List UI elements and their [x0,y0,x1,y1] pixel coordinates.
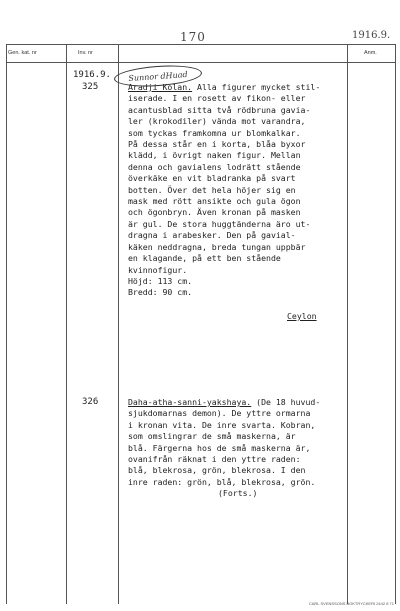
handwritten-note-circled: Sunnor dHuad [113,63,202,89]
column-head-inv-nr: Inv. nr [78,50,93,56]
entry-326-line: blå, blekrosa, grön, blekrosa. I den [128,465,306,476]
header-bottom-rule [6,62,396,63]
entry-325-line: dragna i arabesker. Den på gavial- [128,230,296,241]
entry-325-line: överkäke en vit bladranka på svart [128,173,296,184]
printer-imprint: CARL SVENSSONS BOKTRYCKERI 2442 8 71 [308,601,394,606]
entry-326-continued: (Forts.) [218,488,258,499]
entry-325-line: kvinnofigur. [128,264,188,275]
entry-326-text [128,397,343,500]
series-date: 1916.9. [352,30,391,41]
entry-326-line: ovanifrån räknat i den yttre raden: [128,454,301,465]
entry-326-line: blå. Färgerna hos de små maskerna är, [128,442,311,453]
entry-325-year: 1916.9. [73,70,111,80]
entry-326-line: i kronan vita. De inre svarta. Kobran, [128,419,316,430]
entry-325-first-line: Aradji Kolan. Alla figurer mycket stil- [128,82,321,92]
entry-325-line: ler (krokodiler) vända mot varandra, [128,116,306,127]
entry-325-number: 325 [82,82,99,92]
column-rule-anm [347,44,348,604]
entry-325-line: klädd, i övrigt naken figur. Mellan [128,150,301,161]
column-rule-inv [118,44,119,604]
entry-325-text [128,82,343,299]
column-rule-left [6,44,7,604]
entry-326-line: som omslingrar de små maskerna, är [128,431,296,442]
entry-325-height: Höjd: 113 cm. [128,275,193,286]
column-head-anm: Anm. [364,50,377,56]
entry-325-line: som tyckas framkomna ur blomkalkar. [128,127,301,138]
column-rule-right [395,44,396,604]
column-rule-gen [66,44,67,604]
entry-326-first-line: Daha-atha-sanni-yakshaya. (De 18 huvud- [128,397,321,407]
entry-326-line: sjukdomarnas demon). De yttre ormarna [128,408,311,419]
entry-325-line: botten. Över det hela höjer sig en [128,184,296,195]
entry-325-width: Bredd: 90 cm. [128,287,193,298]
entry-325-line: iserade. I en rosett av fikon- eller [128,93,306,104]
entry-325-title: Aradji Kolan. [128,82,193,92]
header-top-rule [6,44,396,45]
column-head-gen-kat-nr: Gen. kat. nr [8,50,37,56]
entry-325-line: är gul. De stora huggtänderna äro ut- [128,218,311,229]
entry-325-place: Ceylon [287,311,317,321]
page-number: 170 [180,30,206,44]
entry-325-line: en klagande, på ett ben stående [128,253,281,264]
entry-325-line: På dessa står en i korta, blåa byxor [128,139,306,150]
entry-325-line: och ögonbryn. Även kronan på masken [128,207,301,218]
entry-325-line: acantusblad sitta två rödbruna gavia- [128,104,311,115]
entry-325-line: denna och gavialens lodrätt stående [128,161,301,172]
entry-326-number: 326 [82,397,99,407]
entry-325-line: mask med rött ansikte och gula ögon [128,196,301,207]
entry-326-line: inre raden: grön, blå, blekrosa, grön. [128,476,316,487]
entry-326-title: Daha-atha-sanni-yakshaya. [128,397,252,407]
entry-325-line: käken neddragna, breda tungan uppbär [128,241,306,252]
